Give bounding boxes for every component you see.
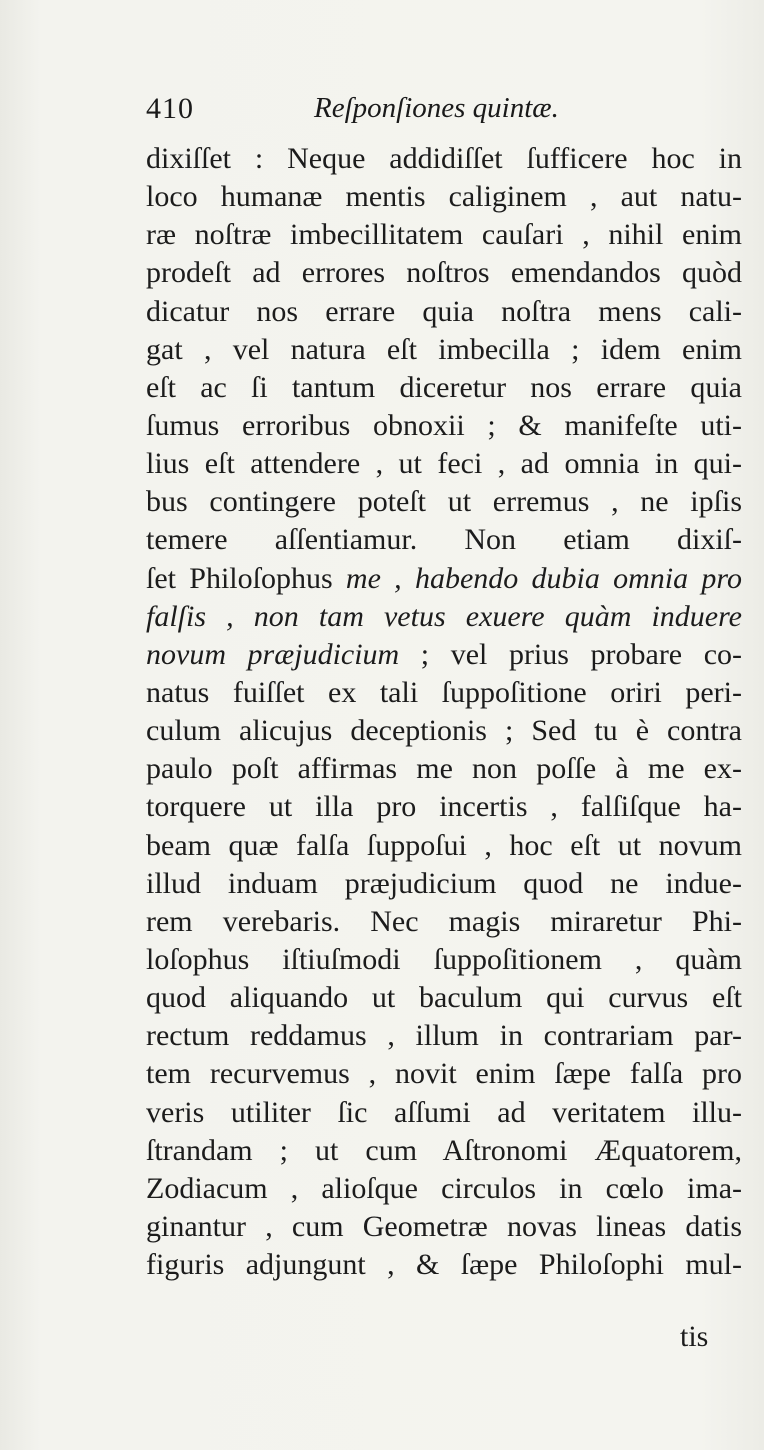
page-number: 410 [146, 92, 194, 125]
text-line: torquere ut illa pro incertis , falſiſque ha- [146, 790, 742, 824]
text-line: veris utiliter ſic aſſumi ad veritatem illu- [146, 1095, 742, 1129]
body-text [146, 140, 742, 1284]
text-line: illud induam præjudicium quod ne indue- [146, 866, 742, 900]
text-line: ginantur , cum Geometræ novas lineas datis [146, 1209, 742, 1243]
italic-quote: falſis , non tam vetus exuere quàm induere [146, 599, 742, 633]
text-line: beam quæ falſa ſuppoſui , hoc eſt ut novum [146, 828, 742, 862]
text-line [146, 598, 742, 636]
text-line: bus contingere poteſt ut erremus , ne ipſis [146, 485, 742, 519]
text-line: eſt ac ſi tantum diceretur nos errare quia [146, 370, 742, 404]
text-line: paulo poſt affirmas me non poſſe à me ex- [146, 752, 742, 786]
text-line: Zodiacum , alioſque circulos in cœlo ima- [146, 1171, 742, 1205]
italic-quote: novum præjudicium [146, 637, 400, 671]
text-line: natus fuiſſet ex tali ſuppoſitione oriri peri- [146, 675, 742, 709]
text-line: rectum reddamus , illum in contrariam par- [146, 1019, 742, 1053]
text-line: lius eſt attendere , ut feci , ad omnia in qui- [146, 447, 742, 481]
text-line: temere aſſentiamur. Non etiam dixiſ- [146, 523, 742, 557]
text-line: loco humanæ mentis caliginem , aut natu- [146, 180, 742, 214]
running-title: Reſponſiones quintæ. [314, 92, 559, 124]
text-line: ſtrandam ; ut cum Aſtronomi Æquatorem, [146, 1133, 742, 1167]
text-line: figuris adjungunt , & ſæpe Philoſophi mul- [146, 1248, 742, 1282]
text-line: novum præjudicium ; vel prius probare co- [146, 637, 742, 671]
text-line: prodeſt ad errores noſtros emendandos quòd [146, 256, 742, 290]
catchword: tis [680, 1320, 709, 1353]
text-line: ræ noſtræ imbecillitatem cauſari , nihil enim [146, 218, 742, 252]
text-line: dicatur nos errare quia noſtra mens cali- [146, 294, 742, 328]
page-header [146, 92, 746, 132]
text-line: rem verebaris. Nec magis miraretur Phi- [146, 904, 742, 938]
text-line: ſumus erroribus obnoxii ; & manifeſte uti- [146, 408, 742, 442]
text-line: loſophus iſtiuſmodi ſuppoſitionem , quàm [146, 942, 742, 976]
italic-quote: me , habendo dubia omnia pro [345, 561, 742, 595]
text-line: tem recurvemus , novit enim ſæpe falſa pro [146, 1057, 742, 1091]
text-line: gat , vel natura eſt imbecilla ; idem enim [146, 332, 742, 366]
text-line: quod aliquando ut baculum qui curvus eſt [146, 981, 742, 1015]
text-line: dixiſſet : Neque addidiſſet ſufficere hoc in [146, 142, 742, 175]
text-line: culum alicujus deceptionis ; Sed tu è contra [146, 714, 742, 748]
text-line: ſet Philoſophus me , habendo dubia omnia pro [146, 561, 742, 595]
